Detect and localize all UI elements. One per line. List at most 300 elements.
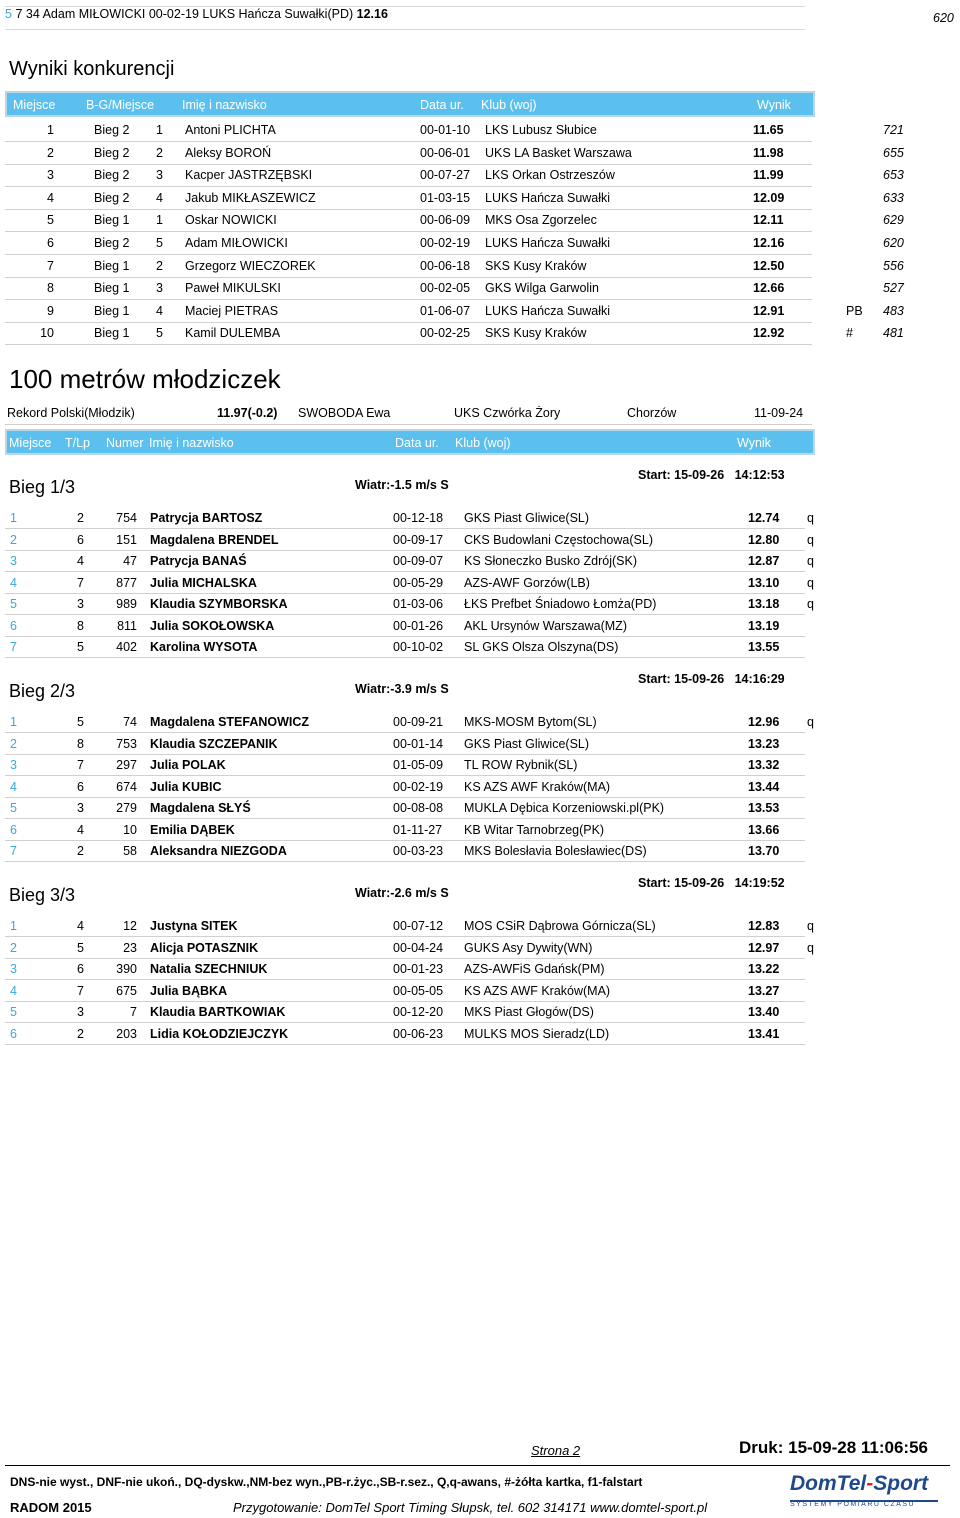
- row-name: Oskar NOWICKI: [185, 213, 277, 228]
- heat-row-name: Alicja POTASZNIK: [150, 940, 259, 955]
- table-row: [5, 164, 812, 187]
- heat-row-result: 12.87: [748, 554, 780, 568]
- heat-row-place: 1: [10, 715, 17, 729]
- prev-result: 12.16: [356, 7, 388, 21]
- row-club: LKS Lubusz Słubice: [485, 123, 597, 137]
- row-club: MKS Osa Zgorzelec: [485, 213, 597, 228]
- row-dob: 00-02-25: [420, 326, 471, 341]
- heat-row-name: Julia SOKOŁOWSKA: [150, 618, 275, 633]
- heat-row-lane: 4: [77, 919, 84, 933]
- header-number: Numer: [106, 436, 144, 450]
- heat-row-club: SL GKS Olsza Olszyna(DS): [464, 640, 619, 654]
- row-heat: Bieg 2: [94, 236, 130, 250]
- row-heat-place: 2: [156, 258, 163, 273]
- prev-points: 620: [933, 11, 954, 25]
- prev-lane: 7: [15, 7, 23, 21]
- heat-row-lane: 4: [77, 822, 84, 837]
- row-place: 10: [40, 326, 54, 341]
- row-points: 620: [883, 236, 904, 250]
- heat-row-lane: 7: [77, 758, 84, 772]
- record-club: UKS Czwórka Żory: [454, 406, 561, 420]
- domtel-logo: DomTel-Sport SYSTEMY POMIARU CZASU: [790, 1472, 940, 1512]
- heat-row-lane: 3: [77, 597, 84, 611]
- event-name: RADOM 2015: [10, 1500, 92, 1515]
- heat-start: Start: 15-09-26 14:16:29: [638, 672, 785, 686]
- heat-row-dob: 00-03-23: [393, 844, 444, 858]
- prepared-by: Przygotowanie: DomTel Sport Timing Słupsk, tel. 602 314171 www.domtel-sport.pl: [233, 1500, 708, 1515]
- heat-row-result: 13.70: [748, 844, 780, 858]
- heat-row-club: AZS-AWF Gorzów(LB): [464, 575, 590, 590]
- heat-row-number: 811: [117, 618, 137, 633]
- heat-row-place: 5: [10, 801, 17, 815]
- row-dob: 00-02-05: [420, 281, 471, 296]
- row-result: 12.91: [753, 303, 785, 318]
- row-name: Kacper JASTRZĘBSKI: [185, 168, 313, 183]
- heat-row: [5, 915, 805, 937]
- heat-wind: Wiatr:-1.5 m/s S: [355, 478, 449, 492]
- heat-row: [5, 636, 805, 658]
- heat-row-club: TL ROW Rybnik(SL): [464, 758, 578, 772]
- heat-row-number: 23: [123, 940, 137, 955]
- row-name: Maciej PIETRAS: [185, 303, 279, 318]
- row-dob: 00-06-09: [420, 213, 471, 228]
- heat-row: [5, 819, 805, 841]
- footer-divider: [5, 1465, 950, 1466]
- heat-row-number: 7: [130, 1005, 137, 1019]
- row-name: Adam MIŁOWICKI: [185, 236, 288, 250]
- row-dob: 00-07-27: [420, 168, 471, 183]
- row-heat-place: 5: [156, 326, 163, 341]
- row-place: 7: [47, 258, 54, 273]
- heat-row-name: Justyna SITEK: [150, 919, 238, 933]
- row-points: 629: [883, 213, 904, 228]
- heat-row-club: MULKS MOS Sieradz(LD): [464, 1026, 610, 1041]
- row-heat: Bieg 2: [94, 190, 130, 205]
- heat-row-place: 6: [10, 822, 17, 837]
- row-heat-place: 1: [156, 213, 163, 228]
- heat-row-lane: 8: [77, 736, 84, 751]
- heat-row-dob: 00-09-17: [393, 532, 444, 547]
- heat-row-qualify: q: [807, 511, 814, 525]
- row-dob: 00-06-18: [420, 258, 471, 273]
- row-points: 655: [883, 145, 904, 160]
- heat-row-lane: 6: [77, 532, 84, 547]
- header-dob: Data ur.: [395, 436, 439, 450]
- table-row: [5, 119, 812, 142]
- heat-row-place: 2: [10, 940, 17, 955]
- heat-row-result: 13.55: [748, 640, 780, 654]
- page-number: Strona 2: [531, 1443, 581, 1458]
- heat-row-name: Natalia SZECHNIUK: [150, 962, 268, 976]
- heat-row-result: 12.83: [748, 919, 780, 933]
- heat-start: Start: 15-09-26 14:12:53: [638, 468, 785, 482]
- row-result: 12.92: [753, 326, 785, 341]
- heat-row-club: MUKLA Dębica Korzeniowski.pl(PK): [464, 801, 665, 815]
- header-result: Wynik: [757, 98, 791, 112]
- row-name: Antoni PLICHTA: [185, 123, 276, 137]
- heat-row-place: 6: [10, 618, 17, 633]
- heat-row-place: 4: [10, 983, 17, 998]
- heat-row-result: 12.74: [748, 511, 780, 525]
- heat-row-place: 5: [10, 597, 17, 611]
- heat-row: [5, 507, 805, 529]
- heat-row-result: 13.40: [748, 1005, 780, 1019]
- header-place: Miejsce: [13, 98, 56, 112]
- heat-wind: Wiatr:-2.6 m/s S: [355, 886, 449, 900]
- row-heat: Bieg 2: [94, 123, 130, 137]
- header-club: Klub (woj): [455, 436, 511, 450]
- heat-row-result: 12.97: [748, 940, 780, 955]
- heat-row-lane: 7: [77, 575, 84, 590]
- heat-row-number: 203: [116, 1026, 137, 1041]
- heat-row-lane: 7: [77, 983, 84, 998]
- heat-row-place: 1: [10, 919, 17, 933]
- heat-row-qualify: q: [807, 554, 814, 568]
- heat-row-dob: 00-01-23: [393, 962, 444, 976]
- row-points: 527: [883, 281, 904, 296]
- row-heat-place: 1: [156, 123, 163, 137]
- row-club: SKS Kusy Kraków: [485, 258, 587, 273]
- row-place: 9: [47, 303, 54, 318]
- heat-row-club: KS AZS AWF Kraków(MA): [464, 779, 611, 794]
- table-row: [5, 187, 812, 210]
- heat-row-name: Klaudia SZCZEPANIK: [150, 736, 278, 751]
- row-heat-place: 4: [156, 303, 163, 318]
- heat-row-dob: 00-08-08: [393, 801, 444, 815]
- row-club: LUKS Hańcza Suwałki: [485, 236, 611, 250]
- header-name: Imię i nazwisko: [182, 98, 267, 112]
- heat-row-lane: 5: [77, 715, 84, 729]
- row-name: Paweł MIKULSKI: [185, 281, 281, 296]
- table-row: [5, 209, 812, 232]
- heat-row-number: 390: [116, 962, 137, 976]
- row-result: 11.99: [753, 168, 784, 183]
- heat-row-number: 151: [116, 532, 137, 547]
- row-heat: Bieg 1: [94, 303, 130, 318]
- row-heat-place: 2: [156, 145, 163, 160]
- row-points: 483: [883, 303, 904, 318]
- heat-row-result: 12.80: [748, 532, 780, 547]
- heat-row-number: 297: [116, 758, 137, 772]
- heat-row-lane: 6: [77, 962, 84, 976]
- heat-row: [5, 754, 805, 776]
- row-heat: Bieg 1: [94, 213, 130, 228]
- row-club: UKS LA Basket Warszawa: [485, 145, 632, 160]
- record-label: Rekord Polski(Młodzik): [7, 406, 135, 420]
- heat-row-place: 3: [10, 758, 17, 772]
- row-dob: 01-06-07: [420, 303, 471, 318]
- heat-row-qualify: q: [807, 532, 814, 547]
- row-heat: Bieg 1: [94, 281, 130, 296]
- heat-row-result: 13.66: [748, 822, 780, 837]
- heat-row-dob: 00-04-24: [393, 940, 444, 955]
- heat-row-lane: 2: [77, 511, 84, 525]
- row-club: LKS Orkan Ostrzeszów: [485, 168, 615, 183]
- heat-row-dob: 00-09-07: [393, 554, 444, 568]
- heat-start: Start: 15-09-26 14:19:52: [638, 876, 785, 890]
- record-place: Chorzów: [627, 406, 677, 420]
- row-heat: Bieg 1: [94, 326, 130, 341]
- heat-row: [5, 958, 805, 980]
- heat-row-club: MKS Bolesłavia Bolesławiec(DS): [464, 844, 647, 858]
- header-heat: B-G/Miejsce: [86, 98, 155, 112]
- heat-row-club: KS AZS AWF Kraków(MA): [464, 983, 611, 998]
- row-heat: Bieg 2: [94, 145, 130, 160]
- heat-row-lane: 6: [77, 779, 84, 794]
- heat-row-dob: 00-12-18: [393, 511, 444, 525]
- heat-row-name: Patrycja BARTOSZ: [150, 511, 263, 525]
- heat-row-name: Julia BĄBKA: [150, 983, 228, 998]
- konkurencja-header: [5, 91, 815, 117]
- heat-row-lane: 5: [77, 640, 84, 654]
- heat-row-place: 3: [10, 554, 17, 568]
- heat-row-number: 675: [116, 983, 137, 998]
- header-result: Wynik: [737, 436, 771, 450]
- row-result: 11.65: [753, 123, 784, 137]
- heat-row: [5, 980, 805, 1002]
- heat-row-number: 877: [116, 575, 137, 590]
- record-result: 11.97(-0.2): [217, 406, 278, 420]
- heat-row: [5, 797, 805, 819]
- legend: DNS-nie wyst., DNF-nie ukoń., DQ-dyskw.,NM-bez wyn.,PB-r.życ.,SB-r.sez., Q,q-awans, #-żółta kartka, f1-falstart: [10, 1475, 643, 1489]
- heat-row-place: 4: [10, 575, 17, 590]
- heat-row-result: 13.22: [748, 962, 780, 976]
- heat-row: [5, 776, 805, 798]
- heat-row-dob: 00-05-05: [393, 983, 444, 998]
- prev-place: 5: [5, 7, 12, 21]
- row-heat-place: 3: [156, 168, 163, 183]
- heat-row-dob: 00-06-23: [393, 1026, 444, 1041]
- row-dob: 01-03-15: [420, 190, 471, 205]
- prev-dob: 00-02-19: [148, 7, 199, 21]
- prev-name: Adam MIŁOWICKI: [42, 7, 146, 21]
- prev-number: 34: [25, 7, 40, 21]
- row-heat-place: 3: [156, 281, 163, 296]
- row-result: 12.66: [753, 281, 785, 296]
- heat-row-club: GKS Piast Gliwice(SL): [464, 511, 590, 525]
- heat-row-lane: 3: [77, 801, 84, 815]
- heat-row: [5, 572, 805, 594]
- row-name: Kamil DULEMBA: [185, 326, 281, 341]
- heat-row-result: 13.23: [748, 736, 780, 751]
- heat-row-lane: 4: [77, 554, 84, 568]
- row-club: GKS Wilga Garwolin: [485, 281, 599, 296]
- heat-row-dob: 01-11-27: [393, 822, 443, 837]
- heat-row-result: 13.18: [748, 597, 780, 611]
- heat-row-name: Julia KUBIC: [150, 779, 222, 794]
- heat-row-club: MOS CSiR Dąbrowa Górnicza(SL): [464, 919, 656, 933]
- row-place: 5: [47, 213, 54, 228]
- record-holder: SWOBODA Ewa: [298, 406, 391, 420]
- heat-title: Bieg 2/3: [9, 681, 76, 701]
- heat-row-name: Karolina WYSOTA: [150, 640, 258, 654]
- heat-row-name: Magdalena SŁYŚ: [150, 801, 251, 815]
- row-points: 721: [883, 123, 904, 137]
- section-title: Wyniki konkurencji: [9, 58, 175, 80]
- header-club: Klub (woj): [481, 98, 537, 112]
- heat-row: [5, 550, 805, 572]
- heat-row-name: Klaudia BARTKOWIAK: [150, 1005, 286, 1019]
- heat-row-result: 13.27: [748, 983, 780, 998]
- heat-row-dob: 01-05-09: [393, 758, 444, 772]
- row-heat-place: 5: [156, 236, 163, 250]
- heat-row-dob: 01-03-06: [393, 597, 444, 611]
- row-dob: 00-06-01: [420, 145, 471, 160]
- heat-row-qualify: q: [807, 715, 814, 729]
- row-result: 12.50: [753, 258, 785, 273]
- heat-row-result: 13.32: [748, 758, 780, 772]
- row-points: 556: [883, 258, 904, 273]
- heat-row-dob: 00-07-12: [393, 919, 444, 933]
- row-result: 12.11: [753, 213, 784, 228]
- heat-row-dob: 00-02-19: [393, 779, 444, 794]
- heat-row-number: 58: [123, 844, 137, 858]
- header-place: Miejsce: [9, 436, 52, 450]
- heat-row-dob: 00-12-20: [393, 1005, 444, 1019]
- previous-table-row: [5, 6, 805, 30]
- heat-row-qualify: q: [807, 940, 814, 955]
- heat-row: [5, 529, 805, 551]
- heat-row-number: 989: [116, 597, 137, 611]
- heat-row-number: 279: [116, 801, 137, 815]
- row-place: 8: [47, 281, 54, 296]
- heat-row-club: KS Słoneczko Busko Zdrój(SK): [464, 554, 637, 568]
- table-row: [5, 232, 812, 255]
- heat-row: [5, 937, 805, 959]
- heat-row-dob: 00-09-21: [393, 715, 444, 729]
- table-row: [5, 300, 812, 323]
- row-heat: Bieg 2: [94, 168, 130, 183]
- heat-row-result: 13.19: [748, 618, 780, 633]
- heat-row-result: 13.53: [748, 801, 780, 815]
- row-heat: Bieg 1: [94, 258, 130, 273]
- heat-title: Bieg 3/3: [9, 885, 76, 905]
- logo-sport-text: Sport: [873, 1472, 929, 1495]
- heat-row: [5, 1001, 805, 1023]
- row-result: 11.98: [753, 145, 784, 160]
- heat-row-club: MKS-MOSM Bytom(SL): [464, 715, 597, 729]
- row-name: Grzegorz WIECZOREK: [185, 258, 316, 273]
- heat-row-result: 13.10: [748, 575, 780, 590]
- heat-row-result: 12.96: [748, 715, 780, 729]
- heat-row-club: CKS Budowlani Częstochowa(SL): [464, 532, 653, 547]
- heat-title: Bieg 1/3: [9, 477, 76, 497]
- heat-row-lane: 2: [77, 1026, 84, 1041]
- heat-row-place: 1: [10, 511, 17, 525]
- logo-domtel-text: DomTel: [790, 1472, 867, 1495]
- heat-wind: Wiatr:-3.9 m/s S: [355, 682, 449, 696]
- record-date: 11-09-24: [754, 406, 804, 420]
- heat-row-lane: 3: [77, 1005, 84, 1019]
- logo-subtitle: SYSTEMY POMIARU CZASU: [790, 1501, 916, 1508]
- table-row: [5, 322, 812, 345]
- heat-row-place: 2: [10, 532, 17, 547]
- heat-row-number: 674: [116, 779, 137, 794]
- row-place: 2: [47, 145, 54, 160]
- row-points: 653: [883, 168, 904, 183]
- heat-row-name: Magdalena BRENDEL: [150, 532, 279, 547]
- heat-row-dob: 00-01-26: [393, 618, 444, 633]
- heat-row-club: AZS-AWFiS Gdańsk(PM): [464, 962, 605, 976]
- heat-row: [5, 593, 805, 615]
- row-club: SKS Kusy Kraków: [485, 326, 587, 341]
- row-club: LUKS Hańcza Suwałki: [485, 190, 611, 205]
- heat-row-number: 12: [123, 919, 137, 933]
- heat-row: [5, 1023, 805, 1045]
- row-points: 481: [883, 326, 904, 341]
- heat-row-club: MKS Piast Głogów(DS): [464, 1005, 594, 1019]
- heat-row-place: 2: [10, 736, 17, 751]
- heat-row-number: 754: [116, 511, 137, 525]
- heat-row-name: Klaudia SZYMBORSKA: [150, 597, 288, 611]
- event-header: [5, 429, 815, 455]
- heat-row-place: 7: [10, 640, 17, 654]
- heat-row-dob: 00-01-14: [393, 736, 444, 751]
- heat-row-result: 13.44: [748, 779, 780, 794]
- row-club: LUKS Hańcza Suwałki: [485, 303, 611, 318]
- row-points: 633: [883, 190, 904, 205]
- row-result: 12.16: [753, 236, 785, 250]
- heat-row-number: 10: [123, 822, 137, 837]
- heat-row-club: KB Witar Tarnobrzeg(PK): [464, 822, 605, 837]
- row-name: Jakub MIKŁASZEWICZ: [185, 190, 316, 205]
- heat-row-name: Julia MICHALSKA: [150, 575, 257, 590]
- heat-row-number: 402: [116, 640, 137, 654]
- row-result: 12.09: [753, 190, 785, 205]
- row-dob: 00-02-19: [420, 236, 471, 250]
- header-name: Imię i nazwisko: [149, 436, 234, 450]
- heat-row-number: 753: [116, 736, 137, 751]
- heat-row-name: Emilia DĄBEK: [150, 822, 235, 837]
- heat-row-qualify: q: [807, 575, 814, 590]
- heat-row-place: 4: [10, 779, 17, 794]
- heat-row-number: 47: [123, 554, 137, 568]
- heat-row-name: Aleksandra NIEZGODA: [150, 844, 287, 858]
- heat-row: [5, 711, 805, 733]
- heat-row-lane: 2: [77, 844, 84, 858]
- heat-row-club: ŁKS Prefbet Śniadowo Łomża(PD): [464, 597, 657, 611]
- heat-row-lane: 8: [77, 618, 84, 633]
- heat-row-place: 6: [10, 1026, 17, 1041]
- prev-club: LUKS Hańcza Suwałki(PD): [202, 7, 354, 21]
- table-row: [5, 277, 812, 300]
- row-note: PB: [846, 303, 863, 318]
- print-date: Druk: 15-09-28 11:06:56: [739, 1438, 929, 1457]
- heat-row-dob: 00-05-29: [393, 575, 444, 590]
- table-row: [5, 255, 812, 278]
- row-name: Aleksy BOROŃ: [185, 145, 272, 160]
- heat-row-place: 7: [10, 844, 17, 858]
- heat-row-name: Lidia KOŁODZIEJCZYK: [150, 1026, 289, 1041]
- heat-row-number: 74: [123, 715, 137, 729]
- row-note: #: [846, 326, 853, 341]
- row-dob: 00-01-10: [420, 123, 471, 137]
- heat-row-club: GKS Piast Gliwice(SL): [464, 736, 590, 751]
- row-place: 1: [47, 123, 54, 137]
- heat-row-name: Magdalena STEFANOWICZ: [150, 715, 310, 729]
- heat-row-lane: 5: [77, 940, 84, 955]
- heat-row: [5, 615, 805, 637]
- heat-row: [5, 840, 805, 862]
- header-lane: T/Lp: [65, 436, 91, 450]
- heat-row: [5, 733, 805, 755]
- row-heat-place: 4: [156, 190, 163, 205]
- row-place: 6: [47, 236, 54, 250]
- heat-row-club: AKL Ursynów Warszawa(MZ): [464, 618, 627, 633]
- row-place: 3: [47, 168, 54, 183]
- heat-row-place: 5: [10, 1005, 17, 1019]
- heat-row-qualify: q: [807, 919, 814, 933]
